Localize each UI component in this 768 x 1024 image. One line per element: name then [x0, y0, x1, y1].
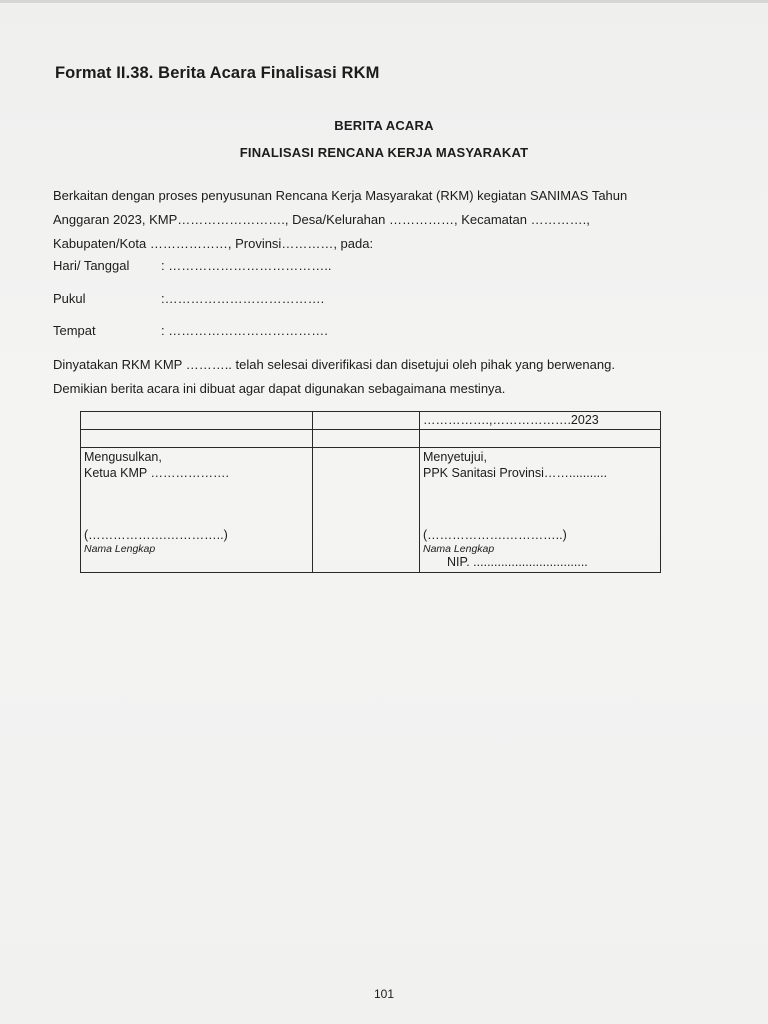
field-label: Hari/ Tanggal — [53, 258, 130, 273]
table-cell-empty — [81, 412, 313, 430]
table-cell-empty — [420, 430, 661, 448]
left-name-blank: (……………….…………..) — [84, 528, 228, 542]
signature-cell-left — [81, 448, 313, 573]
right-role-line2: PPK Sanitasi Provinsi……........... — [423, 466, 608, 480]
table-cell-empty — [313, 430, 420, 448]
right-name-caption: Nama Lengkap — [423, 543, 495, 555]
scan-edge-shadow — [0, 0, 768, 3]
intro-paragraph: Berkaitan dengan proses penyusunan Rencana Kerja Masyarakat (RKM) kegiatan SANIMAS Tahun Anggaran 2023, KMP……………………., Desa/Kelurahan ……………, Kecamatan …………., Kabupaten/Kota ………………, Provinsi…………, pada: — [53, 188, 628, 251]
right-nip: NIP. ................................. — [447, 555, 588, 569]
right-role-line1: Menyetujui, — [423, 450, 487, 464]
table-cell-empty — [81, 430, 313, 448]
table-cell-empty — [313, 412, 420, 430]
page-number: 101 — [373, 987, 395, 1001]
statement-paragraph: Dinyatakan RKM KMP ……….. telah selesai diverifikasi dan disetujui oleh pihak yang berwenang. Demikian berita acara ini dibuat agar dapat digunakan sebagaimana mestinya. — [53, 357, 615, 396]
signature-table — [80, 411, 661, 573]
table-row — [81, 430, 661, 448]
left-name-caption: Nama Lengkap — [84, 543, 156, 555]
field-value: :………………………………. — [161, 291, 325, 306]
field-label: Pukul — [53, 291, 86, 306]
heading-finalisasi-rkm: FINALISASI RENCANA KERJA MASYARAKAT — [239, 145, 529, 160]
left-role-line1: Mengusulkan, — [84, 450, 162, 464]
heading-berita-acara: BERITA ACARA — [334, 118, 434, 133]
table-cell-empty — [313, 448, 420, 573]
format-title: Format II.38. Berita Acara Finalisasi RKM — [55, 64, 380, 82]
right-name-blank: (……………….…………..) — [423, 528, 567, 542]
date-cell: …………….,……………….2023 — [420, 412, 661, 430]
signature-cell-right — [420, 448, 661, 573]
table-row — [81, 448, 661, 573]
table-row — [81, 412, 661, 430]
field-value: : ……………………………….. — [161, 258, 332, 273]
field-value: : ………………………………. — [161, 323, 328, 338]
left-role-line2: Ketua KMP ………………. — [84, 466, 229, 480]
field-label: Tempat — [53, 323, 96, 338]
